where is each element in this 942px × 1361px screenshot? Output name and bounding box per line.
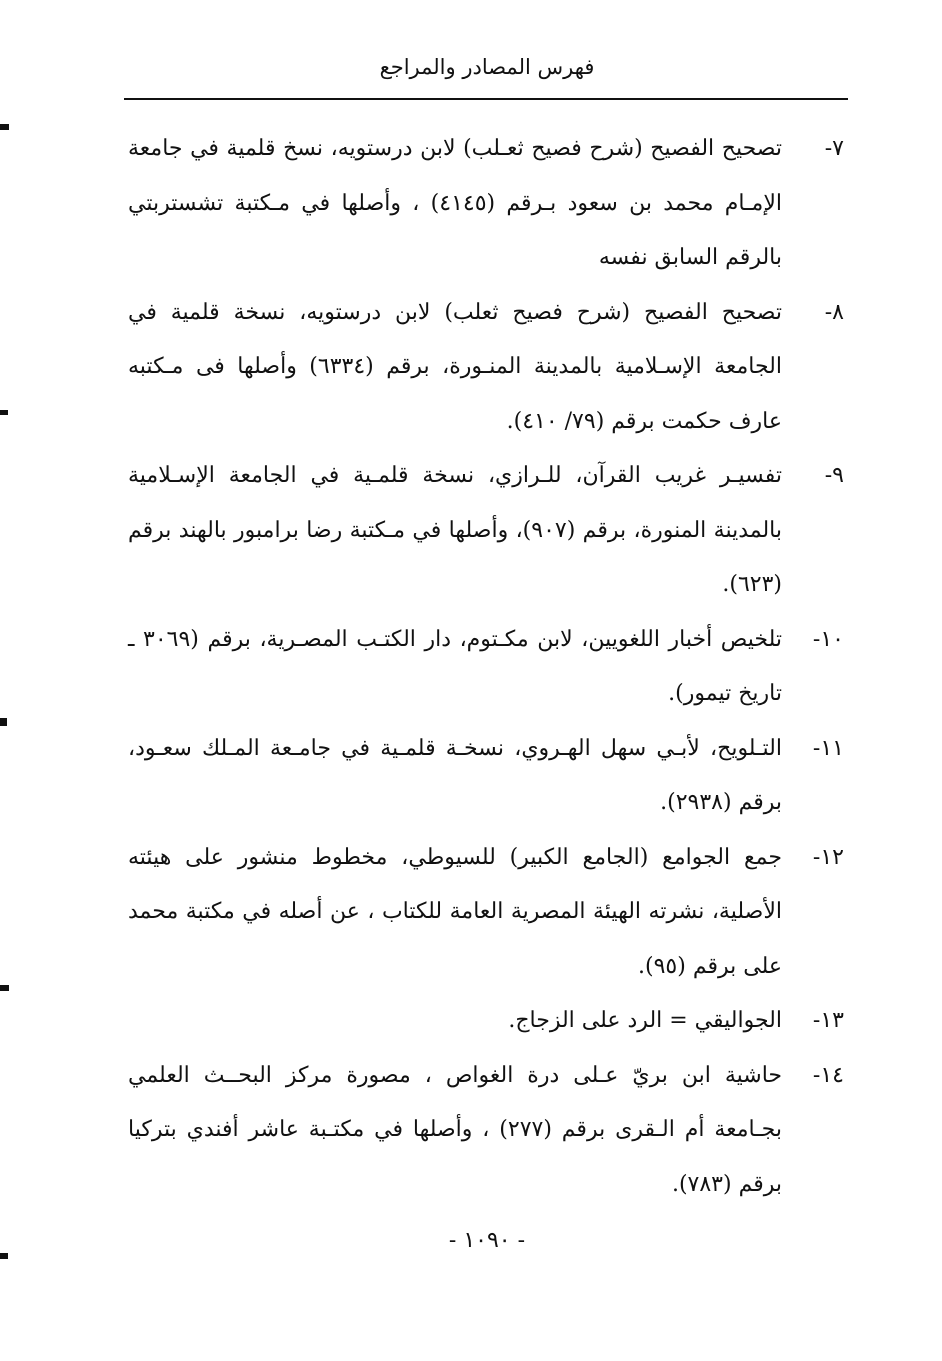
scan-edge-mark [0,1253,8,1259]
reference-entry-11 [128,722,844,831]
reference-number: ٧- [824,136,844,161]
reference-text: تفسيـر غريب القرآن، للـرازي، نسخة قلمـية في الجامعة الإسـلامية بالمدينة المنورة، برقم (٩٠٧)، وأصلها في مـكتبة رضا برامبور بالهند برقم (٦٢٣). [128,463,783,597]
reference-text: الجواليقي = الرد على الزجاج. [508,1008,782,1033]
scan-edge-mark [0,985,9,991]
reference-entry-12 [128,831,844,995]
page-header-title: فهرس المصادر والمراجع [379,55,595,79]
page-number: - ١٠٩٠ - [448,1228,526,1253]
reference-entry-7 [128,122,844,286]
reference-number: ١٢- [812,844,844,870]
reference-number: ٩- [824,463,844,488]
reference-text: تصحيح الفصيح (شرح فصيح ثعـلب) لابن درستويه، نسخ قلمية في جامعة الإمـام محمد بن سعود بـرقم (٤١٤٥) ، وأصلها في مـكتبة تشستربتي بالرقم السابق نفسه [128,136,782,270]
reference-entry-8 [128,286,844,450]
reference-number: ١٤- [812,1062,844,1088]
reference-number: ١١- [812,735,844,761]
reference-text: حاشية ابن بريّ عـلى درة الغواص ، مصورة مركز البحــث العلمي بجـامعة أم الـقرى برقم (٢٧٧) ، وأصلها في مكتـبة عاشر أفندي بتركيا برقم (٧٨٣). [128,1062,783,1197]
scan-edge-mark [0,410,8,415]
reference-entry-10 [128,613,844,722]
header-divider [124,98,848,100]
reference-number: ٨- [824,299,844,325]
reference-text: التـلويح، لأبـي سهل الهـروي، نسخـة قلمـية في جامـعة المـلك سعـود، برقم (٢٩٣٨). [128,735,782,815]
reference-number: ١٣- [812,1008,844,1033]
reference-entry-14 [128,1049,844,1213]
reference-text: جمع الجوامع (الجامع الكبير) للسيوطي، مخطوط منشور على هيئته الأصلية، نشرته الهيئة المصرية العامة للكتاب ، عن أصله في مكتبة محمد على برقم (٩٥). [128,844,782,979]
reference-entry-13 [128,994,844,1049]
scan-edge-mark [0,718,7,726]
reference-text: تصحيح الفصيح (شرح فصيح ثعلب) لابن درستويه، نسخة قلمية في الجامعة الإسـلامية بالمدينة المنـورة، برقم (٦٣٣٤) وأصلها فى مـكتبه عارف حكمت برقم (٧٩/ ٤١٠). [128,299,782,434]
scan-edge-mark [0,124,9,130]
reference-entry-9 [128,449,844,613]
reference-number: ١٠- [812,626,844,652]
references-list [128,122,844,1212]
reference-text: تلخيص أخبار اللغويين، لابن مكـتوم، دار الكتـب المصـرية، برقم (٣٠٦٩ ـ تاريخ تيمور). [128,626,782,706]
